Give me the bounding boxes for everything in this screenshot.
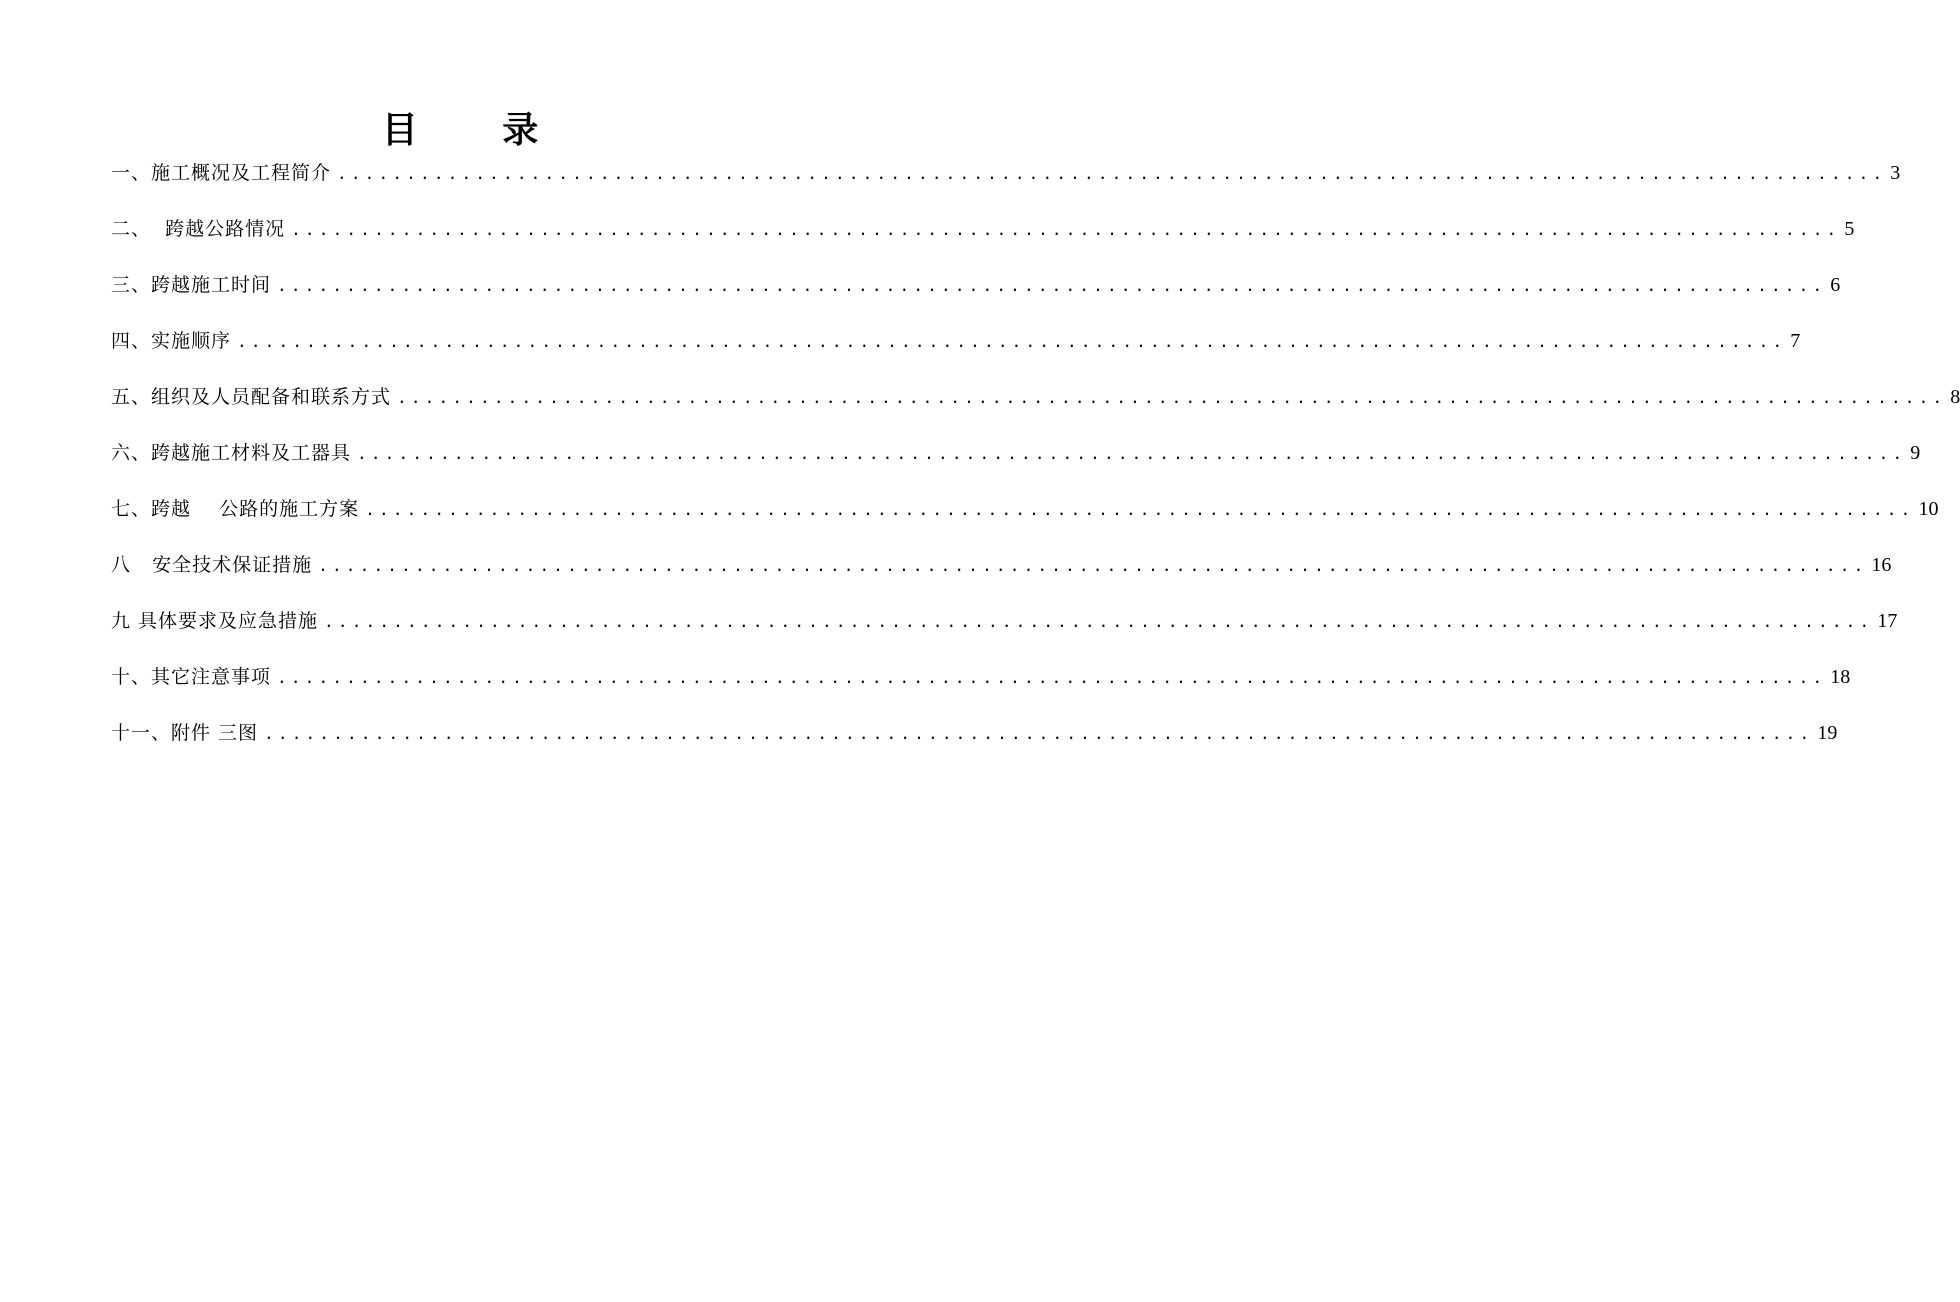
toc-entry-label: 十、其它注意事项 [111, 666, 272, 688]
toc-entry-8[interactable] [111, 550, 1892, 606]
toc-dot-leader: ................................................................................................................ [277, 668, 1827, 687]
toc-page-number: 17 [1877, 610, 1898, 632]
toc-entry-label: 四、实施顺序 [111, 330, 232, 352]
toc-dot-leader: ................................................................................................................ [357, 444, 1907, 463]
toc-dot-leader: ................................................................................................................ [264, 724, 1814, 743]
toc-entry-label: 八 安全技术保证措施 [111, 554, 313, 576]
toc-dot-leader: ................................................................................................................ [324, 612, 1874, 631]
toc-entry-10[interactable] [111, 662, 1851, 718]
toc-entry-label: 五、组织及人员配备和联系方式 [111, 386, 392, 408]
toc-entry-label: 二、 跨越公路情况 [111, 218, 286, 240]
toc-entry-6[interactable] [111, 438, 1921, 494]
toc-entry-7[interactable] [111, 494, 1939, 550]
toc-title: 目 录 [381, 110, 575, 151]
toc-dot-leader: ................................................................................................................ [365, 500, 1915, 519]
toc-entry-label: 七、跨越 公路的施工方案 [111, 498, 360, 520]
toc-page-number: 19 [1817, 722, 1838, 744]
toc-entry-4[interactable] [111, 326, 1801, 382]
toc-dot-leader: ................................................................................................................ [318, 556, 1868, 575]
toc-entry-3[interactable] [111, 270, 1841, 326]
toc-page-number: 7 [1790, 330, 1801, 352]
toc-entry-label: 六、跨越施工材料及工器具 [111, 442, 352, 464]
toc-entry-label: 一、施工概况及工程简介 [111, 162, 332, 184]
toc-page-number: 16 [1871, 554, 1892, 576]
toc-entry-label: 十一、附件 三图 [111, 722, 259, 744]
toc-entry-5[interactable] [111, 382, 1960, 438]
toc-page-number: 18 [1830, 666, 1851, 688]
toc-dot-leader: ................................................................................................................ [337, 164, 1887, 183]
toc-dot-leader: ................................................................................................................ [397, 388, 1947, 407]
toc-entry-label: 三、跨越施工时间 [111, 274, 272, 296]
toc-page-number: 3 [1890, 162, 1901, 184]
toc-entry-2[interactable] [111, 214, 1855, 270]
toc-entry-9[interactable] [111, 606, 1898, 662]
toc-entry-label: 九 具体要求及应急措施 [111, 610, 319, 632]
toc-entry-11[interactable] [111, 718, 1838, 774]
toc-page-number: 6 [1830, 274, 1841, 296]
toc-entry-1[interactable] [111, 158, 1901, 214]
toc-page-number: 5 [1844, 218, 1855, 240]
toc-dot-leader: ................................................................................................................ [291, 220, 1841, 239]
toc-page-number: 9 [1910, 442, 1921, 464]
toc-page-number: 8 [1950, 386, 1960, 408]
toc-page-number: 10 [1918, 498, 1939, 520]
table-of-contents [111, 158, 1960, 774]
toc-dot-leader: ................................................................................................................ [277, 276, 1827, 295]
toc-dot-leader: ................................................................................................................ [237, 332, 1787, 351]
